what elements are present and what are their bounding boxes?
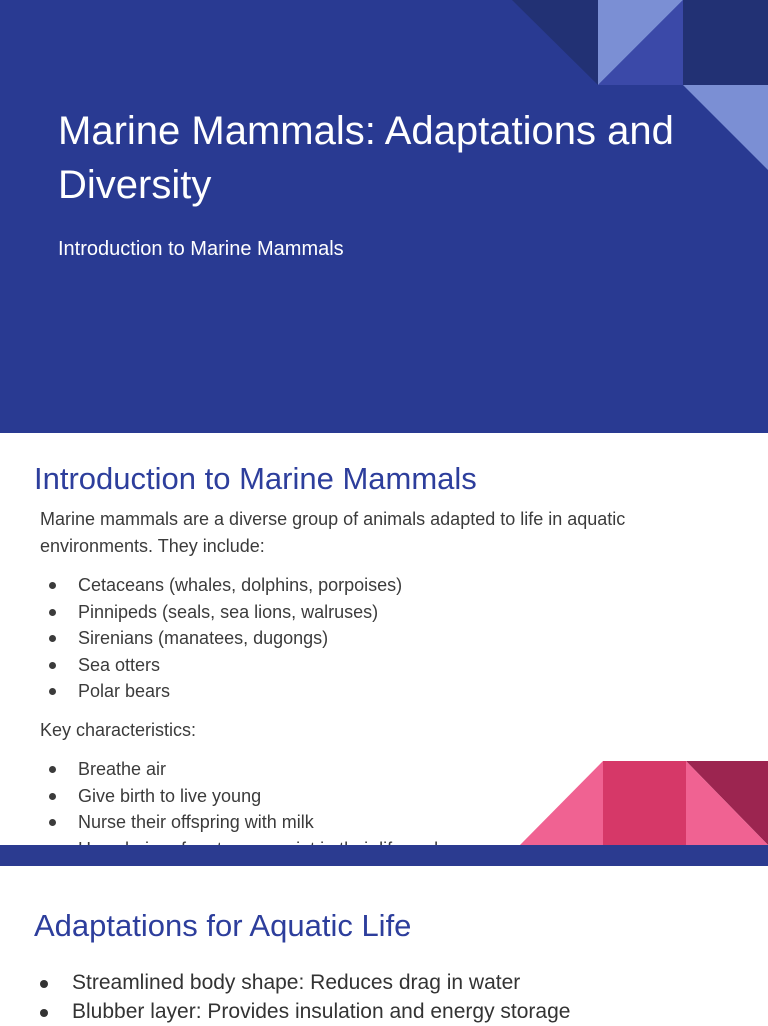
list-item: Pinnipeds (seals, sea lions, walruses) (40, 599, 402, 626)
intro-paragraph: Marine mammals are a diverse group of animals adapted to life in aquatic environments. They include: (40, 509, 626, 556)
deco-magenta-square (603, 761, 686, 845)
list-item: Sea otters (40, 652, 402, 679)
list-item: Streamlined body shape: Reduces drag in water (34, 968, 570, 997)
intro-heading: Introduction to Marine Mammals (34, 461, 477, 496)
list-item: Sirenians (manatees, dugongs) (40, 625, 402, 652)
key-characteristics-label: Key characteristics: (40, 720, 197, 740)
presentation-subtitle: Introduction to Marine Mammals (58, 238, 344, 260)
list-item: Breathe air (40, 756, 448, 783)
list-item: Blubber layer: Provides insulation and energy storage (34, 997, 570, 1026)
list-item: Polar bears (40, 678, 402, 705)
list-item: Give birth to live young (40, 783, 448, 810)
list-item: Cetaceans (whales, dolphins, porpoises) (40, 572, 402, 599)
marine-mammal-groups-list (40, 572, 402, 705)
title-slide (0, 0, 768, 433)
presentation-title: Marine Mammals: Adaptations and Diversity (58, 109, 674, 207)
adaptations-slide (0, 866, 768, 1024)
deco-dark-square (683, 0, 768, 85)
adaptations-list (34, 968, 570, 1026)
introduction-slide (0, 433, 768, 845)
deco-pink-triangle (520, 761, 603, 845)
list-item: Nurse their offspring with milk (40, 809, 448, 836)
slide-separator-band (0, 845, 768, 866)
deco-dark-triangle (512, 0, 598, 85)
corner-decoration (0, 0, 768, 433)
adaptations-heading: Adaptations for Aquatic Life (34, 908, 412, 943)
